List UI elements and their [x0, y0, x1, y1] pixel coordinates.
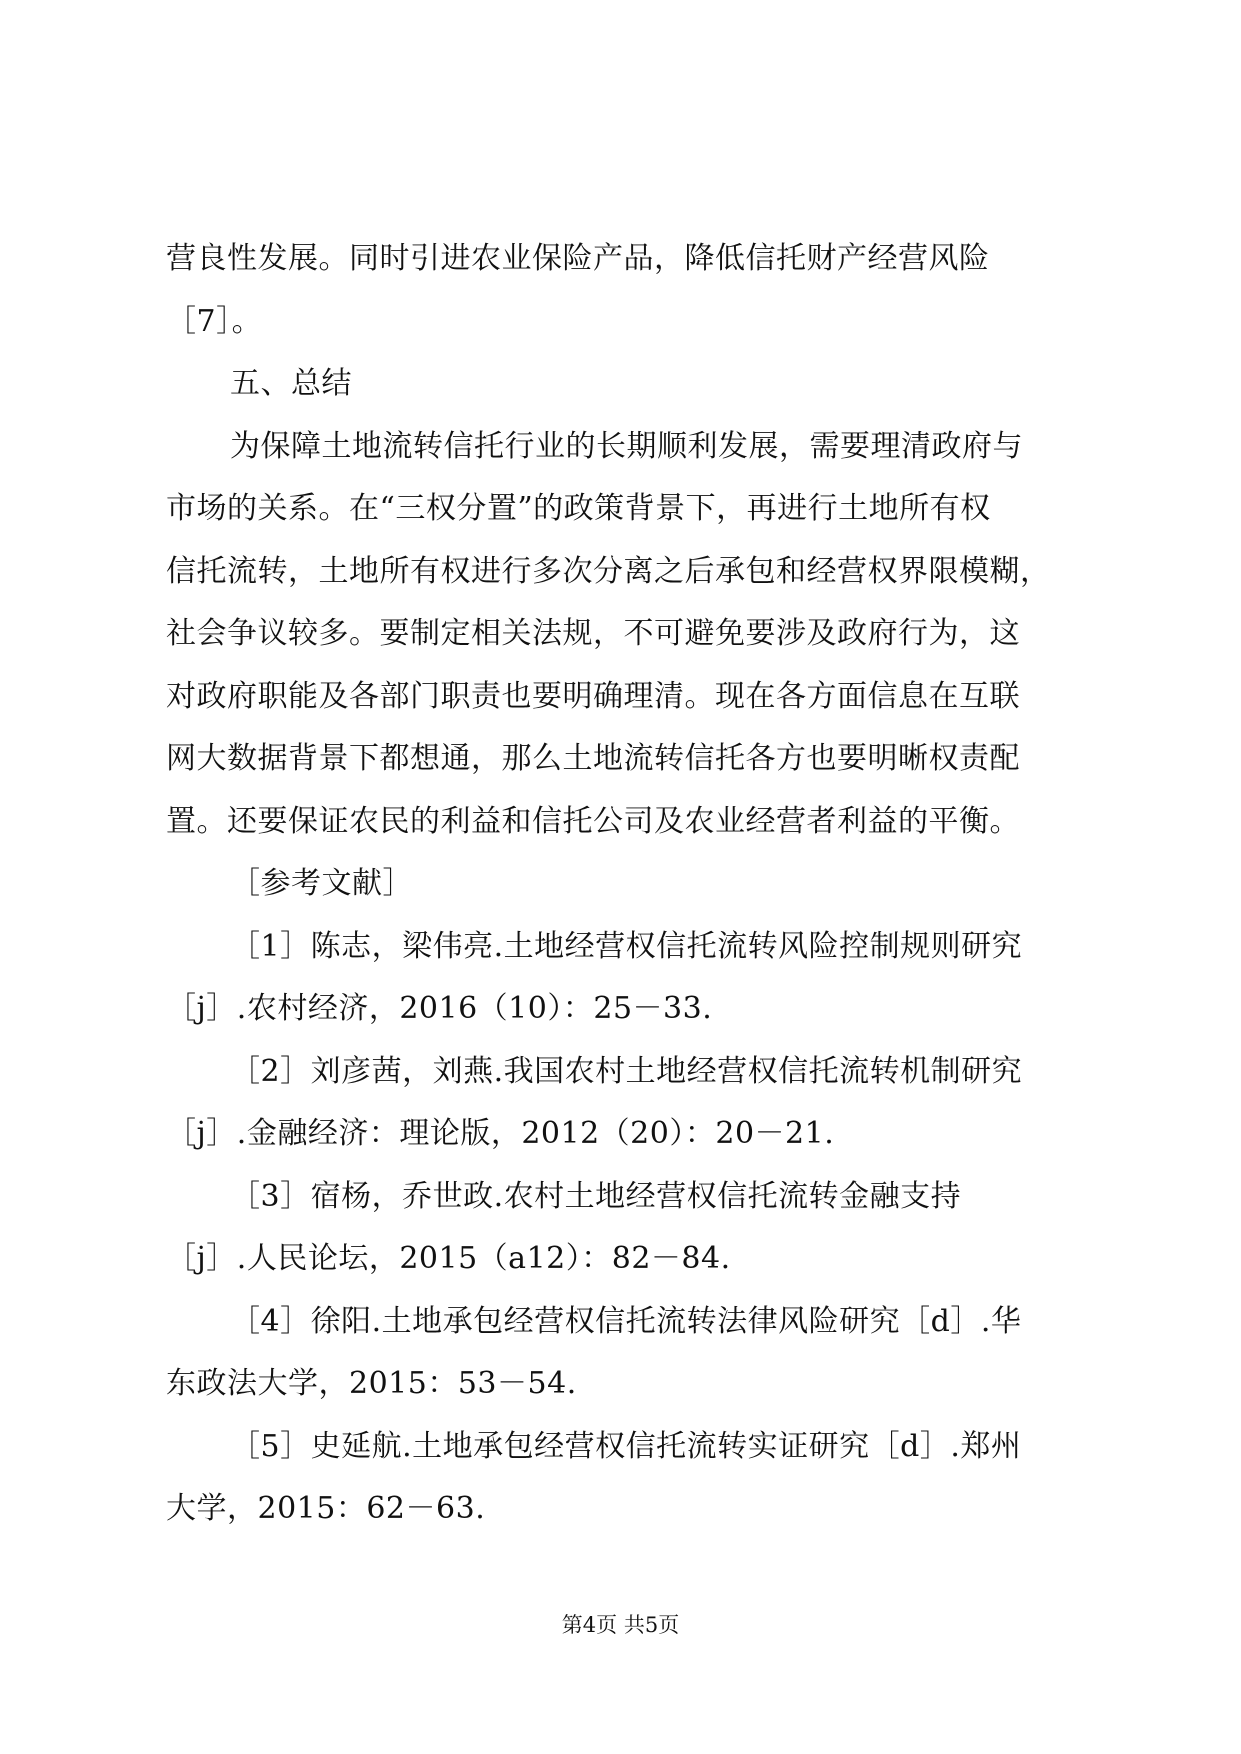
body-line: 市场的关系。在“三权分置”的政策背景下，再进行土地所有权: [166, 491, 991, 526]
reference-line: ［3］宿杨，乔世政.农村土地经营权信托流转金融支持: [230, 1178, 962, 1214]
body-line: 信托流转，土地所有权进行多次分离之后承包和经营权界限模糊，: [166, 553, 1051, 589]
reference-line: ［j］.人民论坛，2015（a12）：82－84.: [166, 1241, 731, 1276]
reference-line: ［j］.金融经济：理论版，2012（20）：20－21.: [166, 1116, 835, 1151]
body-line: 营良性发展。同时引进农业保险产品，降低信托财产经营风险: [166, 241, 990, 276]
body-line: 社会争议较多。要制定相关法规，不可避免要涉及政府行为，这: [166, 616, 1020, 651]
body-line: 网大数据背景下都想通，那么土地流转信托各方也要明晰权责配: [166, 741, 1020, 776]
body-line: ［7］。: [166, 303, 263, 339]
reference-line: ［1］陈志，梁伟亮.土地经营权信托流转风险控制规则研究: [230, 928, 1023, 964]
reference-line: ［4］徐阳.土地承包经营权信托流转法律风险研究［d］.华: [230, 1303, 1022, 1339]
page-footer: 第4页 共5页: [561, 1613, 680, 1637]
reference-line: 东政法大学，2015：53－54.: [166, 1366, 577, 1401]
body-line: 置。还要保证农民的利益和信托公司及农业经营者利益的平衡。: [166, 803, 1020, 839]
references-heading: ［参考文献］: [230, 866, 413, 901]
document-body: [166, 228, 1086, 1541]
section-heading: 五、总结: [230, 366, 352, 401]
reference-line: ［2］刘彦茜，刘燕.我国农村土地经营权信托流转机制研究: [230, 1053, 1023, 1089]
body-line: 为保障土地流转信托行业的长期顺利发展，需要理清政府与: [230, 428, 1023, 464]
body-line: 对政府职能及各部门职责也要明确理清。现在各方面信息在互联: [166, 678, 1020, 714]
reference-line: ［5］史延航.土地承包经营权信托流转实证研究［d］.郑州: [230, 1428, 1022, 1464]
reference-line: ［j］.农村经济，2016（10）：25－33.: [166, 991, 713, 1026]
reference-line: 大学，2015：62－63.: [166, 1491, 486, 1526]
